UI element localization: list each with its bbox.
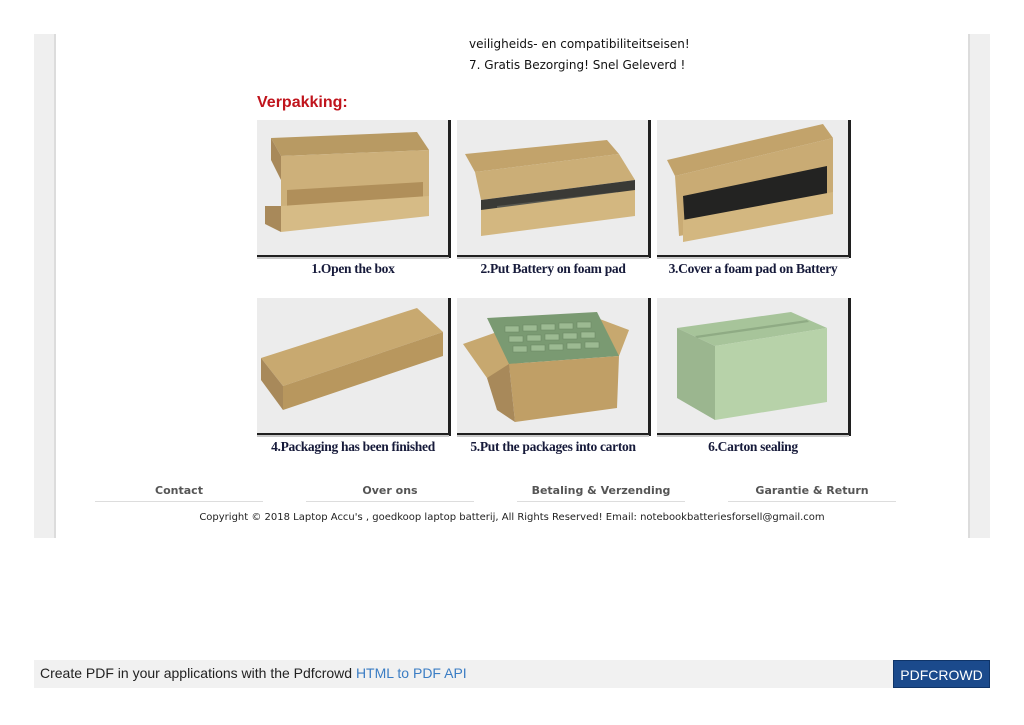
caption-divider	[457, 435, 649, 437]
battery-on-foam-image	[457, 120, 651, 258]
step-caption: 6.Carton sealing	[708, 439, 798, 454]
pdf-footer-text	[40, 665, 467, 681]
caption-divider	[657, 435, 849, 437]
packaging-heading: Verpakking:	[257, 94, 348, 111]
carton-filled-image	[457, 298, 651, 436]
packaging-step-2	[457, 120, 652, 282]
sealed-carton-image	[657, 298, 851, 436]
pdfcrowd-badge[interactable]: PDFCROWD	[893, 660, 990, 688]
pdf-footer-message: Create PDF in your applications with the Pdfcrowd	[40, 665, 356, 681]
copyright-text: Copyright © 2018 Laptop Accu's , goedkoop laptop batterij, All Rights Reserved! Email: notebookbatteriesforsell@gmail.com	[199, 512, 825, 523]
packaging-step-1	[257, 120, 452, 282]
step-caption: 5.Put the packages into carton	[470, 439, 636, 454]
packaging-step-3	[657, 120, 852, 282]
caption-divider	[257, 435, 449, 437]
feature-line-delivery: 7. Gratis Bezorging! Snel Geleverd !	[469, 58, 686, 72]
packaging-step-4	[257, 298, 452, 460]
footer-link-contact[interactable]: Contact	[95, 484, 263, 502]
footer-link-about[interactable]: Over ons	[306, 484, 474, 502]
caption-divider	[257, 257, 449, 259]
html-to-pdf-link[interactable]: HTML to PDF API	[355, 665, 467, 681]
packaging-step-5	[457, 298, 652, 460]
step-caption: 2.Put Battery on foam pad	[480, 261, 626, 276]
caption-divider	[657, 257, 849, 259]
packaging-step-6	[657, 298, 852, 460]
caption-divider	[457, 257, 649, 259]
page-content	[56, 34, 968, 538]
footer-link-warranty-return[interactable]: Garantie & Return	[728, 484, 896, 502]
step-caption: 1.Open the box	[311, 261, 395, 276]
page-edge-right	[968, 34, 970, 538]
step-caption: 3.Cover a foam pad on Battery	[668, 261, 838, 276]
feature-line-safety: veiligheids- en compatibiliteitseisen!	[469, 37, 690, 51]
closed-box-image	[257, 298, 451, 436]
footer-link-payment-shipping[interactable]: Betaling & Verzending	[517, 484, 685, 502]
cover-foam-image	[657, 120, 851, 258]
step-caption: 4.Packaging has been finished	[271, 439, 435, 454]
page-edge-left	[54, 34, 56, 538]
open-box-image	[257, 120, 451, 258]
